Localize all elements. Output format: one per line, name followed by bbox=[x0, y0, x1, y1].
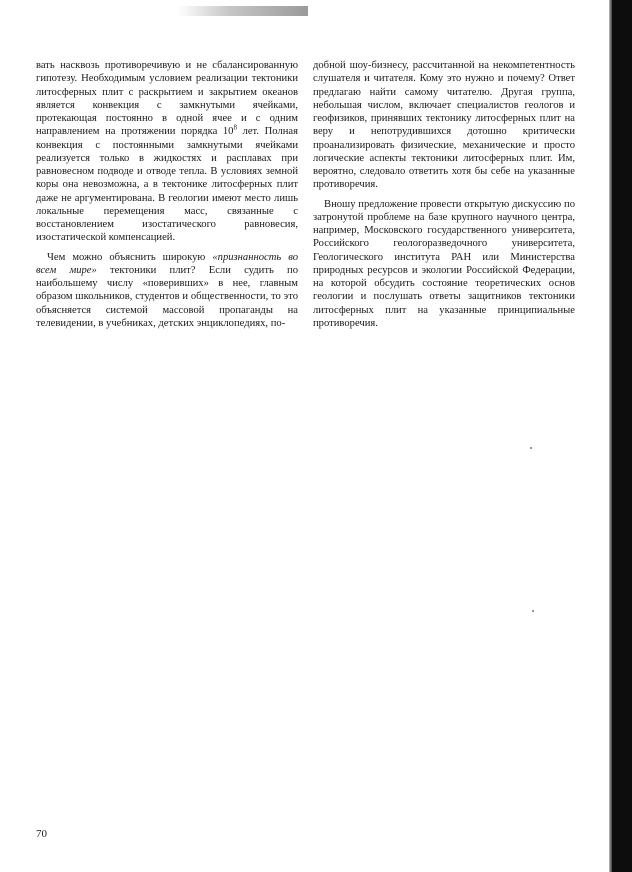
page-number: 70 bbox=[36, 828, 47, 840]
scan-shadow-top bbox=[178, 6, 308, 16]
left-p1-superscript: 8 bbox=[233, 123, 237, 132]
scan-speck bbox=[530, 447, 532, 449]
left-paragraph-2 bbox=[36, 251, 298, 331]
left-p2-text-b: тектоники плит? Если судить по наибольшему числу «поверивших» в нее, главным образом школьников, студентов и общественности, то это объясняется системой массовой пропаганды на телевидении, в учебниках, детских энциклопедиях, по- bbox=[36, 264, 298, 329]
left-paragraph-1 bbox=[36, 59, 298, 245]
left-p2-italic-quote: «признанность во всем мире» bbox=[36, 251, 299, 276]
right-paragraph-1: добной шоу-бизнесу, рассчитанной на некомпетентность слушателя и читателя. Кому это нужно и почему? Ответ предлагаю найти самому читателю. Другая группа, небольшая числом, включает специалистов геологов и геофизиков, принявших тектонику литосферных плит на веру и непотрудившихся дотошно критически проанализировать физические, механические и просто логические аспекты тектоники литосферных плит. Им, вероятно, следовало ответить хотя бы себе на указанные противоречия. bbox=[313, 60, 575, 191]
left-p2-text-a: Чем можно объяснить широкую bbox=[47, 251, 213, 263]
left-p1-text-a: вать насквозь противоречивую и не сбалансированную гипотезу. Необходимым условием реализации тектоники литосферных плит с раскрытием и закрытием океанов является конвекция с замкнутыми ячейками, протекающая постоянно в одной ячее и с одним направлением на протяжении порядка 10 bbox=[36, 60, 298, 138]
scan-dark-margin bbox=[612, 0, 632, 872]
right-paragraph-2: Вношу предложение провести открытую дискуссию по затронутой проблеме на базе крупного научного центра, например, Московского государственного университета, Российского геологоразведочного университета, Геологического института РАН или Министерства природных ресурсов и экологии Российской Федерации, на которой обсудить состояние теоретических основ геологии и послушать ответы защитников тектоники литосферных плит на указанные принципиальные противоречия. bbox=[313, 198, 575, 329]
right-column bbox=[313, 59, 575, 330]
scan-speck bbox=[532, 610, 534, 612]
left-column bbox=[36, 59, 298, 330]
left-p1-text-b: лет. Полная конвекция с постоянными замкнутыми ячейками реализуется только в жидкостях и расплавах при равновесном подводе и отводе тепла. В условиях земной коры она невозможна, а в тектонике литосферных плит даже не аргументирована. В геологии имеют место лишь локальные перемещения масс, связанные с восстановлением изостатического равновесия, изостатической компенсацией. bbox=[36, 126, 298, 244]
